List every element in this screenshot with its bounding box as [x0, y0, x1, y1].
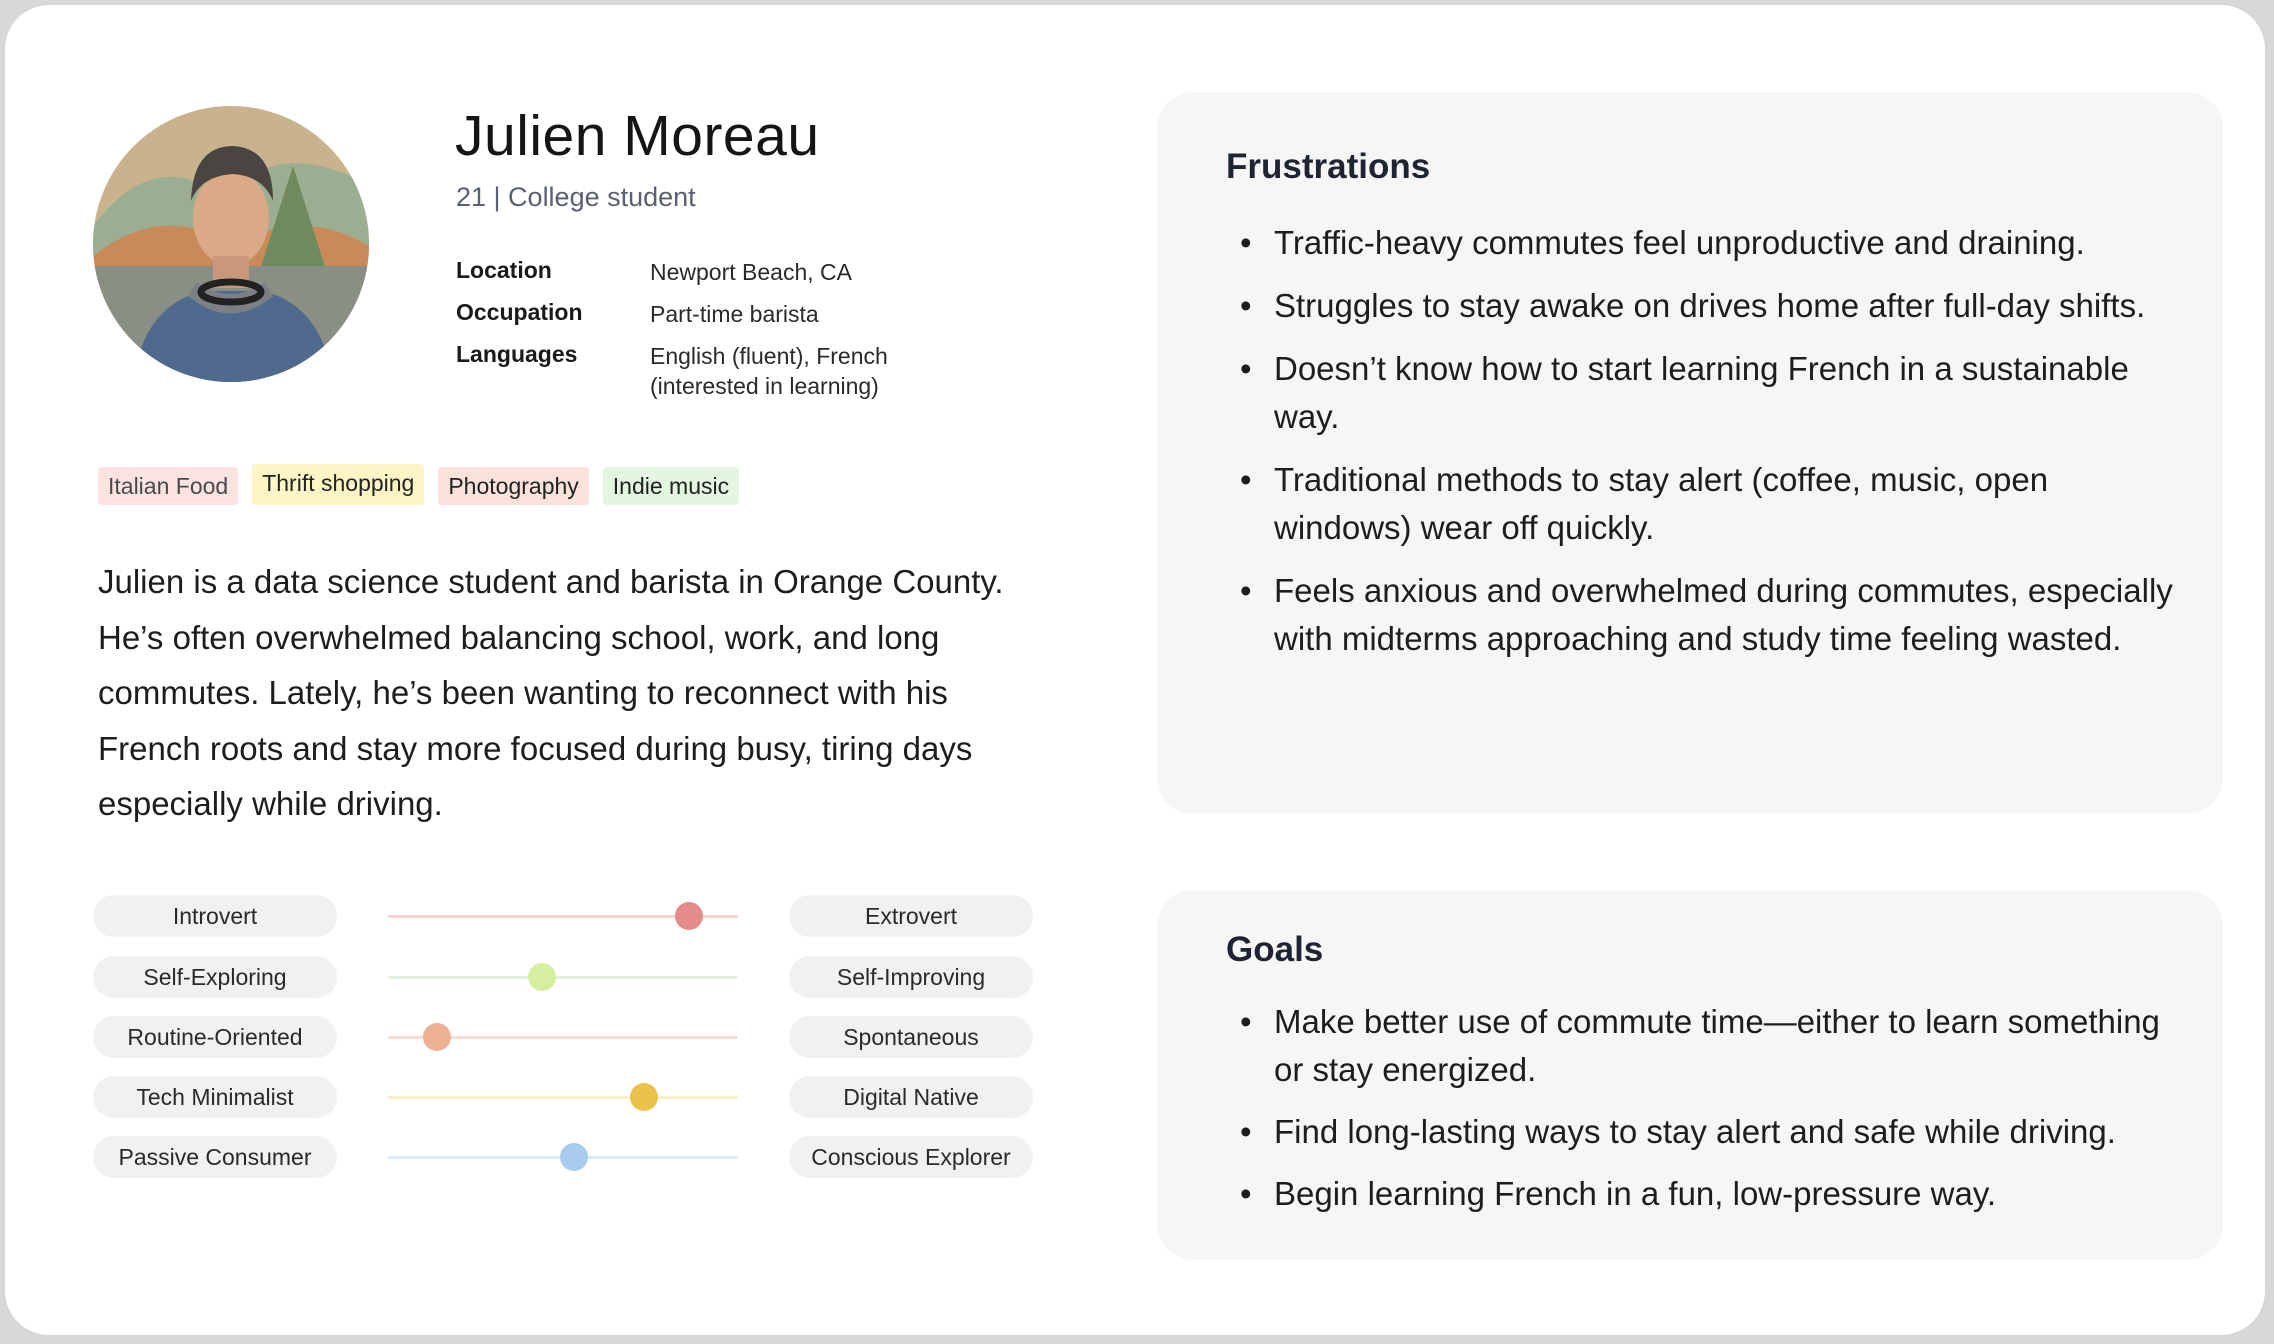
info-value: Newport Beach, CA — [650, 259, 852, 285]
info-value: Part-time barista — [650, 301, 819, 327]
list-item: • Struggles to stay awake on drives home after full-day shifts. — [1274, 282, 2194, 330]
trait-right-label: Digital Native — [789, 1076, 1033, 1118]
trait-knob — [630, 1083, 658, 1111]
trait-right-label: Self-Improving — [789, 956, 1033, 998]
trait-row — [93, 1016, 1033, 1058]
tag-thrift-shopping: Thrift shopping — [252, 464, 424, 505]
info-label: Occupation — [456, 299, 583, 325]
trait-left-label: Routine-Oriented — [93, 1016, 337, 1058]
trait-right-label: Conscious Explorer — [789, 1136, 1033, 1178]
trait-right-label: Extrovert — [789, 895, 1033, 937]
tag-indie-music: Indie music — [603, 467, 739, 505]
avatar — [93, 106, 369, 382]
trait-row — [93, 895, 1033, 937]
goals-list — [1274, 998, 2194, 1232]
trait-row — [93, 956, 1033, 998]
trait-track — [388, 1096, 738, 1099]
list-item: • Make better use of commute time—either to learn something or stay energized. — [1274, 998, 2194, 1094]
info-label: Languages — [456, 341, 578, 367]
trait-track — [388, 915, 738, 918]
trait-track — [388, 1036, 738, 1039]
frustrations-title: Frustrations — [1226, 147, 1431, 186]
info-label: Location — [456, 257, 552, 283]
interest-tags — [98, 467, 739, 505]
frustrations-list — [1274, 219, 2194, 678]
trait-knob — [675, 902, 703, 930]
list-item: • Doesn’t know how to start learning French in a sustainable way. — [1274, 345, 2194, 441]
trait-knob — [423, 1023, 451, 1051]
trait-left-label: Passive Consumer — [93, 1136, 337, 1178]
tag-italian-food: Italian Food — [98, 467, 238, 505]
persona-bio: Julien is a data science student and barista in Orange County. He’s often overwhelmed balancing school, work, and long commutes. Lately, he’s been wanting to reconnect with his French roots and stay more focused during busy, tiring days especially while driving. — [98, 563, 1004, 822]
list-item: • Begin learning French in a fun, low-pressure way. — [1274, 1170, 2194, 1218]
trait-right-label: Spontaneous — [789, 1016, 1033, 1058]
frustrations-panel — [1157, 92, 2223, 814]
trait-row — [93, 1136, 1033, 1178]
list-item: • Feels anxious and overwhelmed during commutes, especially with midterms approaching and study time feeling wasted. — [1274, 567, 2194, 663]
list-item: • Find long-lasting ways to stay alert and safe while driving. — [1274, 1108, 2194, 1156]
trait-left-label: Introvert — [93, 895, 337, 937]
trait-track — [388, 1156, 738, 1159]
info-value: English (fluent), French (interested in learning) — [650, 343, 888, 399]
persona-subtitle: 21 | College student — [456, 182, 696, 212]
trait-row — [93, 1076, 1033, 1118]
list-item: • Traffic-heavy commutes feel unproductive and draining. — [1274, 219, 2194, 267]
persona-name: Julien Moreau — [455, 104, 820, 168]
trait-knob — [560, 1143, 588, 1171]
trait-knob — [528, 963, 556, 991]
persona-card — [3, 3, 2267, 1337]
goals-panel — [1157, 890, 2223, 1260]
trait-left-label: Self-Exploring — [93, 956, 337, 998]
tag-photography: Photography — [438, 467, 588, 505]
trait-sliders — [93, 895, 1033, 1185]
trait-left-label: Tech Minimalist — [93, 1076, 337, 1118]
goals-title: Goals — [1226, 930, 1324, 969]
trait-track — [388, 976, 738, 979]
list-item: • Traditional methods to stay alert (coffee, music, open windows) wear off quickly. — [1274, 456, 2194, 552]
avatar-photo — [93, 106, 369, 382]
